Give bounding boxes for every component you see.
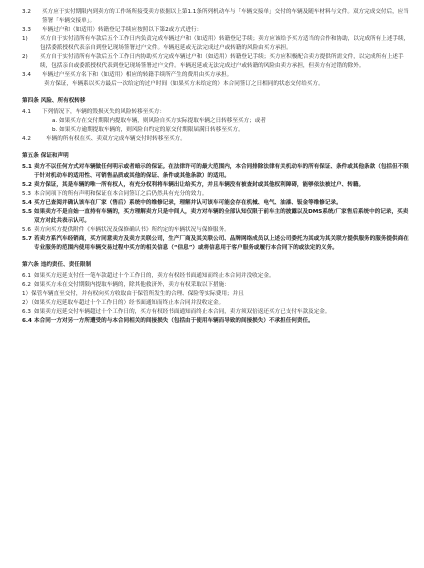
clause-number: 5.5 [22,209,32,215]
clause-text: 卖方不以任何方式对车辆做任何明示或者暗示的保证。在法律许可的最大范围内，本合同排除法律有关机动车的所有保证、条件或其他条款（包括但不限于针对机动车的适用性、可销售品质或其他的保证、条件或其他条款）的适用。 [34,164,409,179]
clause-text: 车辆的所有权在买、卖双方完成车辆交付时转移至买方。 [46,136,186,142]
clause [22,181,410,190]
clause-text: 如果卖方迟延交付车辆超过十个工作日的，买方有权经书面通知而终止本合同，卖方须双倍返还买方已支付车款及定金。 [34,309,331,315]
clause-text: 车辆过户和（如适用）转籍登记手续应按照以下第2或方式进行： [42,27,203,33]
clause-text: 如果买方未在交付期限内提取车辆的，除其他救济外，卖方有权采取以下措施： [34,282,230,288]
clause-number: 4.1 [22,109,31,115]
section-heading: 第五条 保证和声明 [22,153,69,159]
clause-text: b. 如果买方逾期提取车辆的，则风险自约定的原交付期限届满日转移至买方。 [52,127,244,133]
clause [22,26,410,35]
clause-number: 5.6 [22,227,31,233]
clause [22,235,410,253]
clause [22,272,410,281]
clause-number: 6.2 [22,282,31,288]
clause-text: a. 如果买方在交付期限内提取车辆，则风险自买方实际提取车辆之日转移至买方；或者 [52,118,266,124]
clause-number: 5.1 [22,164,32,170]
clause-text: 下列情况下，车辆的毁损灭失的风险转移至买方： [42,109,166,115]
clause-number: 5.3 [22,191,31,197]
clause-text: 若卖方系汽车经销商，买方同意卖方及卖方关联公司，生产厂商及其关联公司、品牌网络成员以上述公司委托为其或为其关联方提供服务的服务提供商在专业服务的范围内使用车辆交易过程中买方的相关信息（“信息”）或将信息用于客户服务或履行本合同下的或法定的义务。 [34,236,409,251]
clause-text: 买方自于实付清所有车款后五个工作日内协助买方完成车辆过户和（如适用）转籍登记手续；买方应积极配合卖方提供所需文件，以完成所有上述手续，包括亲自或委派授权代表到登记现场签署过户文件。车辆迟延或无法完成过户或转籍的风险由卖方承担，但卖方有过错的除外。 [40,54,404,69]
clause [22,317,410,326]
clause-number: 5.7 [22,236,32,242]
clause-text: 本合同一方对另一方所遭受的与本合同相关的间接损失（包括由于使用车辆而导致的间接损失）不承担任何责任。 [34,318,314,324]
clause-text: 卖方向买方提供附件《车辆状况及保修确认书》所约定的车辆状况与保修服务。 [34,227,230,233]
clause-number: 6.3 [22,309,31,315]
clause [22,163,410,181]
clause-text: 买方应于实付期限内到卖方的工作场所接受卖方依据以上第1.1条所列机动车与「车辆交接单」交付的车辆及随车材料与文件。双方完成交付后，应当签署「车辆交接单」。 [42,9,409,24]
clause [22,199,410,208]
section-heading: 第六条 违约责任、责任限制 [22,262,92,268]
clause-number: 3.2 [22,9,31,15]
clause [22,71,410,80]
clause-text: 本合同项下的所有声明和保证在本合同签订之后仍然具有充分的效力。 [34,191,208,197]
clause-text: 如果买方迟延支付任一笔车款超过十个工作日的，卖方有权经书面通知而终止本合同并没收定金。 [34,273,275,279]
clause [22,8,410,26]
clause-text: 车辆过户至买方名下和（如适用）相应的转籍手续所产生的费用由买方承担。 [42,72,233,78]
clause [22,190,410,199]
clause [22,308,410,317]
clause-text: 如果卖方不是自始一直持有车辆的，买方理解卖方只是中间人，卖方对车辆的全部认知仅限于前车主的披露以及DMS系统/厂家售后系统中的记录，买卖双方对此共表示认可。 [34,209,409,224]
clause-number: 2) [22,54,28,60]
clause [22,53,410,71]
clause-text: 卖方保证，车辆系以买方最后一次给定的过户时间（如果买方未给定的）本合同签订之日相同的状态交付给买方。 [44,81,324,87]
clause-text: 买方已查阅并确认该车在厂家（售后）系统中的维修记录，理解并认可该车可能会存在机械、电气、油漆、钣金等维修记录。 [34,200,342,206]
clause [22,226,410,235]
clause-number: 1) [22,36,28,42]
clause-number: 3.4 [22,72,31,78]
clause [22,135,410,144]
clause-number: 3.3 [22,27,31,33]
clause-text: 买方自于实付清所有车款后五个工作日内负责完成车辆过户和（如适用）转籍登记手续；卖方应该给予买方适当的合作和协助，以完成所有上述手续，包括委派授权代表亲自到登记现场签署过户文件。车辆迟延或无法完成过户或转籍的风险由买方承担。 [40,36,410,51]
clause-text: 2）（如果买方迟延取车超过十个工作日的）经书面通知而终止本合同并没收定金。 [22,300,225,306]
clause-text: 卖方保证，其是车辆的唯一所有权人，有充分权利将车辆出让给买方，并且车辆没有被查封或其他权利障碍，能够依法被过户、转籍。 [34,182,365,188]
clause-number: 6.4 [22,318,32,324]
clause-number: 6.1 [22,273,31,279]
clause-number: 5.2 [22,182,32,188]
clause-number: 5.4 [22,200,32,206]
clause-text: 1）保管车辆直至交付，并有权向买方收取由于保管所发生的合理、保险等实际费用；并且 [22,291,244,297]
clause [22,281,410,290]
clause [22,108,410,117]
section-heading: 第四条 风险、所有权转移 [22,98,86,104]
clause [22,208,410,226]
clause [22,35,410,53]
clause-number: 4.2 [22,136,31,142]
